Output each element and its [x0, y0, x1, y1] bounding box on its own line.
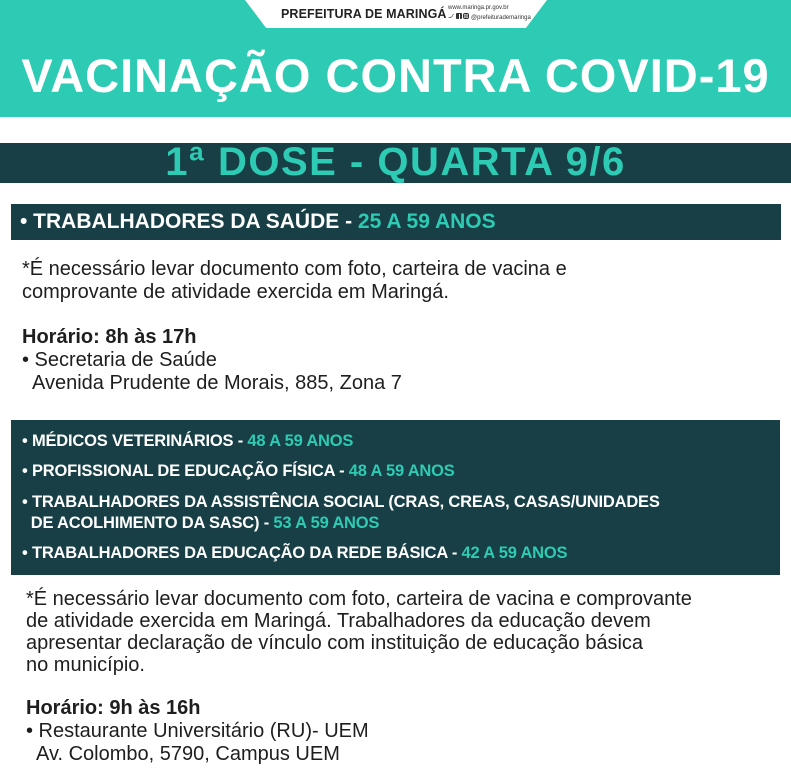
section2-item — [22, 544, 567, 563]
org-name: PREFEITURA DE MARINGÁ — [281, 7, 447, 21]
section2-place-line: • Restaurante Universitário (RU)- UEM — [26, 720, 369, 742]
item-label: • TRABALHADORES DA ASSISTÊNCIA SOCIAL (CRAS, CREAS, CASAS/UNIDADES — [22, 493, 660, 511]
section2-item — [22, 462, 455, 481]
section1-place-line: • Secretaria de Saúde — [22, 349, 217, 371]
twitter-icon — [448, 15, 456, 21]
instagram-icon — [463, 15, 471, 21]
item-ages: 42 A 59 ANOS — [461, 544, 568, 562]
section2-note-line: no município. — [26, 654, 145, 676]
item-label: • TRABALHADORES DA EDUCAÇÃO DA REDE BÁSICA - — [22, 544, 462, 562]
section2-place-line: Av. Colombo, 5790, Campus UEM — [26, 743, 340, 765]
section2-note-line: de atividade exercida em Maringá. Trabalhadores da educação devem — [26, 610, 651, 632]
section2-hours: Horário: 9h às 16h — [26, 697, 201, 719]
section1-separator: - — [339, 210, 358, 233]
section2-note-line: apresentar declaração de vínculo com instituição de educação básica — [26, 632, 644, 654]
item-label: • PROFISSIONAL DE EDUCAÇÃO FÍSICA - — [22, 462, 349, 480]
item-ages: 48 A 59 ANOS — [348, 462, 455, 480]
item-label: • MÉDICOS VETERINÁRIOS - — [22, 432, 248, 450]
section1-ages: 25 A 59 ANOS — [357, 210, 496, 233]
section1-group: • TRABALHADORES DA SAÚDE — [20, 210, 340, 233]
section1-header — [20, 210, 496, 234]
dose-title: 1ª DOSE - QUARTA 9/6 — [165, 140, 626, 184]
section2-item-continued — [22, 514, 379, 533]
section2-note-line: *É necessário levar documento com foto, carteira de vacina e comprovante — [26, 588, 692, 610]
section1-place-line: Avenida Prudente de Morais, 885, Zona 7 — [22, 372, 402, 394]
social-handle: @prefeiturademaringa — [471, 15, 531, 21]
item-ages: 53 A 59 ANOS — [273, 514, 380, 532]
website-url: www.maringa.pr.gov.br — [448, 5, 509, 11]
item-ages: 48 A 59 ANOS — [247, 432, 354, 450]
section2-item — [22, 493, 660, 512]
item-label: DE ACOLHIMENTO DA SASC) - — [22, 514, 274, 532]
section2-item — [22, 432, 353, 451]
section1-note-line: *É necessário levar documento com foto, carteira de vacina e — [22, 258, 567, 280]
section1-hours: Horário: 8h às 17h — [22, 326, 197, 348]
section1-note-line: comprovante de atividade exercida em Maringá. — [22, 281, 449, 303]
social-handle-row — [448, 13, 531, 22]
page-title: VACINAÇÃO CONTRA COVID-19 — [21, 49, 770, 102]
